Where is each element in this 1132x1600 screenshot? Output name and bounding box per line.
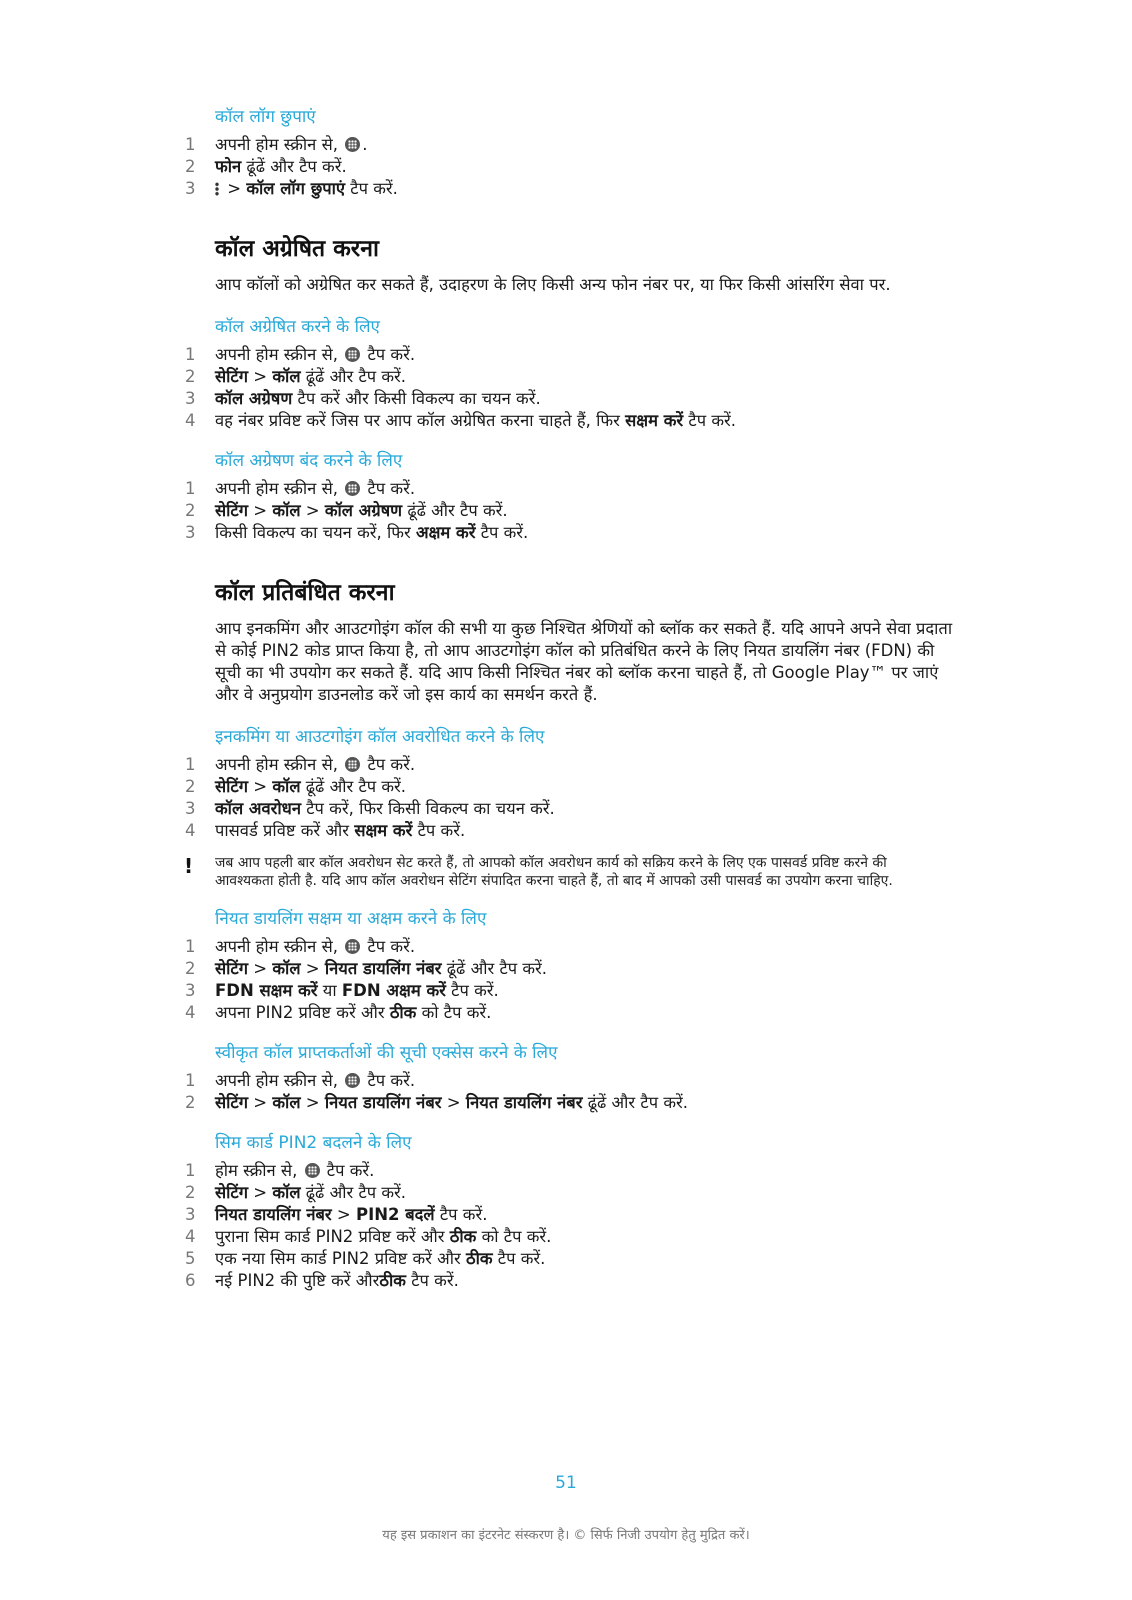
step-text: ढूंढें और टैप करें.	[402, 501, 508, 520]
step-text: ढूंढें और टैप करें.	[441, 959, 548, 978]
step-number: 2	[185, 1093, 196, 1112]
step-number: 4	[185, 1003, 196, 1022]
separator: >	[248, 501, 273, 520]
step-number: 1	[185, 345, 196, 364]
list-item	[0, 178, 1132, 200]
step-bold: सेटिंग	[215, 777, 249, 796]
step-number: 2	[185, 959, 196, 978]
list-item	[0, 500, 1132, 522]
separator: >	[331, 1205, 356, 1224]
apps-grid-icon	[305, 1163, 320, 1178]
note-block	[0, 854, 1132, 890]
step-number: 3	[185, 1205, 196, 1224]
subheading-fixed-dialing: नियत डायलिंग सक्षम या अक्षम करने के लिए	[215, 909, 487, 929]
step-text: अपनी होम स्क्रीन से,	[215, 755, 338, 774]
steps-fixed-dialing	[0, 936, 1132, 1024]
step-number: 1	[185, 1071, 196, 1090]
separator: >	[248, 367, 273, 386]
step-text: टैप करें.	[362, 345, 416, 364]
step-text: टैप करें.	[362, 755, 416, 774]
step-text: टैप करें.	[362, 479, 416, 498]
heading-call-forwarding: कॉल अग्रेषित करना	[215, 236, 379, 262]
apps-grid-icon	[345, 137, 360, 152]
step-bold: फोन	[215, 157, 242, 176]
step-text: पुराना सिम कार्ड PIN2 प्रविष्ट करें और	[215, 1227, 450, 1246]
step-text: पासवर्ड प्रविष्ट करें और	[215, 821, 355, 840]
step-bold: FDN अक्षम करें	[341, 981, 446, 1000]
separator: >	[222, 179, 247, 198]
separator: >	[441, 1093, 466, 1112]
note-text: जब आप पहली बार कॉल अवरोधन सेट करते हैं, तो आपको कॉल अवरोधन कार्य को सक्रिय करने के लिए एक पासवर्ड प्रविष्ट करने की आवश्यकता होती है. यदि आप कॉल अवरोधन सेटिंग संपादित करना चाहते हैं, तो बाद में आपको उसी पासवर्ड का उपयोग करना चाहिए.	[215, 855, 893, 889]
step-text: को टैप करें.	[416, 1003, 492, 1022]
step-text: ढूंढें और टैप करें.	[300, 777, 407, 796]
step-text: टैप करें.	[362, 1071, 416, 1090]
step-text: ढूंढें और टैप करें.	[582, 1093, 689, 1112]
step-text: किसी विकल्प का चयन करें, फिर	[215, 523, 416, 542]
step-number: 2	[185, 367, 196, 386]
separator: >	[300, 959, 325, 978]
step-bold: सक्षम करें	[625, 411, 684, 430]
list-item	[0, 366, 1132, 388]
apps-grid-icon	[345, 757, 360, 772]
list-item	[0, 388, 1132, 410]
step-bold: नियत डायलिंग नंबर	[324, 1093, 442, 1112]
step-number: 1	[185, 755, 196, 774]
list-item	[0, 776, 1132, 798]
step-bold: सेटिंग	[215, 1183, 249, 1202]
step-text: अपनी होम स्क्रीन से,	[215, 135, 338, 154]
step-bold: कॉल	[272, 501, 301, 520]
apps-grid-icon	[345, 1073, 360, 1088]
step-bold: ठीक	[379, 1271, 406, 1290]
subheading-block-calls: इनकमिंग या आउटगोइंग कॉल अवरोधित करने के लिए	[215, 727, 545, 747]
step-number: 4	[185, 1227, 196, 1246]
step-bold: कॉल अग्रेषण	[324, 501, 403, 520]
step-bold: सक्षम करें	[354, 821, 413, 840]
step-bold: ठीक	[389, 1003, 417, 1022]
heading-call-restriction: कॉल प्रतिबंधित करना	[215, 580, 395, 606]
list-item	[0, 410, 1132, 432]
step-text: टैप करें.	[405, 1271, 459, 1290]
step-bold: कॉल लॉग छुपाएं	[246, 179, 346, 198]
subheading-forward-calls: कॉल अग्रेषित करने के लिए	[215, 317, 380, 337]
step-text: ढूंढें और टैप करें.	[300, 367, 407, 386]
steps-block-calls	[0, 754, 1132, 842]
intro-call-forwarding: आप कॉलों को अग्रेषित कर सकते हैं, उदाहरण के लिए किसी अन्य फोन नंबर पर, या फिर किसी आंसरिंग सेवा पर.	[215, 275, 891, 294]
step-bold: सेटिंग	[215, 1093, 249, 1112]
step-number: 3	[185, 179, 196, 198]
step-text: अपनी होम स्क्रीन से,	[215, 479, 338, 498]
step-text: नई PIN2 की पुष्टि करें और	[215, 1271, 380, 1290]
step-text: एक नया सिम कार्ड PIN2 प्रविष्ट करें और	[215, 1249, 467, 1268]
step-number: 3	[185, 799, 196, 818]
step-text: होम स्क्रीन से,	[215, 1161, 298, 1180]
list-item	[0, 958, 1132, 980]
separator: >	[248, 1093, 273, 1112]
step-text: टैप करें.	[492, 1249, 546, 1268]
step-bold: कॉल	[272, 777, 301, 796]
step-number: 5	[185, 1249, 196, 1268]
step-bold: कॉल	[272, 367, 301, 386]
step-text: अपनी होम स्क्रीन से,	[215, 345, 338, 364]
overflow-menu-icon	[215, 182, 219, 196]
step-text: टैप करें.	[683, 411, 737, 430]
step-number: 2	[185, 501, 196, 520]
steps-forward-calls	[0, 344, 1132, 432]
step-text: अपना PIN2 प्रविष्ट करें और	[215, 1003, 390, 1022]
steps-recipients-list	[0, 1070, 1132, 1114]
step-number: 3	[185, 523, 196, 542]
step-number: 1	[185, 135, 196, 154]
step-number: 4	[185, 411, 196, 430]
list-item	[0, 134, 1132, 156]
apps-grid-icon	[345, 481, 360, 496]
step-text: टैप करें.	[362, 937, 416, 956]
separator: >	[248, 1183, 273, 1202]
list-item	[0, 1160, 1132, 1182]
step-text: .	[362, 135, 368, 154]
steps-change-pin2	[0, 1160, 1132, 1292]
step-bold: नियत डायलिंग नंबर	[324, 959, 442, 978]
list-item	[0, 798, 1132, 820]
intro-call-restriction: आप इनकमिंग और आउटगोइंग कॉल की सभी या कुछ निश्चित श्रेणियों को ब्लॉक कर सकते हैं. यदि आपने अपने सेवा प्रदाता से कोई PIN2 कोड प्राप्त किया है, तो आप आउटगोइंग कॉल को प्रतिबंधित करने के लिए नियत डायलिंग नंबर (FDN) की सूची का भी उपयोग कर सकते हैं. यदि आप किसी निश्चित नंबर को ब्लॉक करना चाहते हैं, तो Google Play™ पर जाएं और वे अनुप्रयोग डाउनलोड करें जो इस कार्य का समर्थन करते हैं.	[215, 619, 953, 704]
step-bold: कॉल	[272, 1183, 301, 1202]
list-item	[0, 156, 1132, 178]
step-text: टैप करें.	[412, 821, 466, 840]
step-text: टैप करें और किसी विकल्प का चयन करें.	[292, 389, 541, 408]
steps-disable-forwarding	[0, 478, 1132, 544]
list-item	[0, 1002, 1132, 1024]
warning-icon: !	[184, 854, 194, 878]
step-number: 3	[185, 981, 196, 1000]
apps-grid-icon	[345, 939, 360, 954]
step-text: टैप करें.	[345, 179, 398, 198]
step-text: अपनी होम स्क्रीन से,	[215, 1071, 338, 1090]
step-number: 2	[185, 777, 196, 796]
step-text: अपनी होम स्क्रीन से,	[215, 937, 338, 956]
subheading-recipients-list: स्वीकृत कॉल प्राप्तकर्ताओं की सूची एक्सेस करने के लिए	[215, 1043, 558, 1063]
step-number: 1	[185, 479, 196, 498]
list-item	[0, 344, 1132, 366]
list-item	[0, 522, 1132, 544]
list-item	[0, 820, 1132, 842]
list-item	[0, 1226, 1132, 1248]
step-text: टैप करें.	[475, 523, 529, 542]
step-number: 2	[185, 1183, 196, 1202]
step-number: 4	[185, 821, 196, 840]
step-bold: सेटिंग	[215, 959, 249, 978]
list-item	[0, 980, 1132, 1002]
step-text: टैप करें.	[445, 981, 499, 1000]
list-item	[0, 1204, 1132, 1226]
apps-grid-icon	[345, 347, 360, 362]
step-bold: PIN2 बदलें	[355, 1205, 435, 1224]
step-bold: ठीक	[449, 1227, 477, 1246]
list-item	[0, 936, 1132, 958]
step-number: 1	[185, 937, 196, 956]
step-bold: सेटिंग	[215, 367, 249, 386]
list-item	[0, 1070, 1132, 1092]
separator: >	[248, 777, 273, 796]
step-bold: अक्षम करें	[415, 523, 476, 542]
step-bold: कॉल अवरोधन	[215, 799, 301, 818]
step-bold: कॉल	[272, 1093, 301, 1112]
list-item	[0, 754, 1132, 776]
list-item	[0, 1182, 1132, 1204]
step-number: 6	[185, 1271, 196, 1290]
list-item	[0, 1248, 1132, 1270]
step-text: ढूंढें और टैप करें.	[300, 1183, 407, 1202]
step-bold: कॉल	[272, 959, 301, 978]
steps-hide-log	[0, 134, 1132, 200]
step-bold: सेटिंग	[215, 501, 249, 520]
step-text: को टैप करें.	[476, 1227, 552, 1246]
separator: >	[248, 959, 273, 978]
list-item	[0, 1270, 1132, 1292]
subheading-hide-log: कॉल लॉग छुपाएं	[215, 107, 316, 127]
subheading-disable-forwarding: कॉल अग्रेषण बंद करने के लिए	[215, 451, 403, 471]
footer-copyright: यह इस प्रकाशन का इंटरनेट संस्करण है। © सिर्फ निजी उपयोग हेतु मुद्रित करें।	[382, 1528, 750, 1543]
separator: >	[300, 1093, 325, 1112]
separator: >	[300, 501, 325, 520]
step-text: टैप करें, फिर किसी विकल्प का चयन करें.	[300, 799, 555, 818]
step-text: ढूंढें और टैप करें.	[241, 157, 347, 176]
list-item	[0, 478, 1132, 500]
step-text: वह नंबर प्रविष्ट करें जिस पर आप कॉल अग्रेषित करना चाहते हैं, फिर	[215, 411, 626, 430]
step-bold: FDN सक्षम करें	[215, 981, 318, 1000]
subheading-change-pin2: सिम कार्ड PIN2 बदलने के लिए	[215, 1133, 412, 1153]
step-text: टैप करें.	[321, 1161, 375, 1180]
step-number: 3	[185, 389, 196, 408]
step-number: 2	[185, 157, 196, 176]
page-number: 51	[555, 1473, 577, 1493]
step-number: 1	[185, 1161, 196, 1180]
step-bold: ठीक	[466, 1249, 493, 1268]
step-text: टैप करें.	[434, 1205, 488, 1224]
step-bold: कॉल अग्रेषण	[215, 389, 293, 408]
step-text: या	[317, 981, 342, 1000]
step-bold: नियत डायलिंग नंबर	[465, 1093, 583, 1112]
step-bold: नियत डायलिंग नंबर	[215, 1205, 332, 1224]
list-item	[0, 1092, 1132, 1114]
